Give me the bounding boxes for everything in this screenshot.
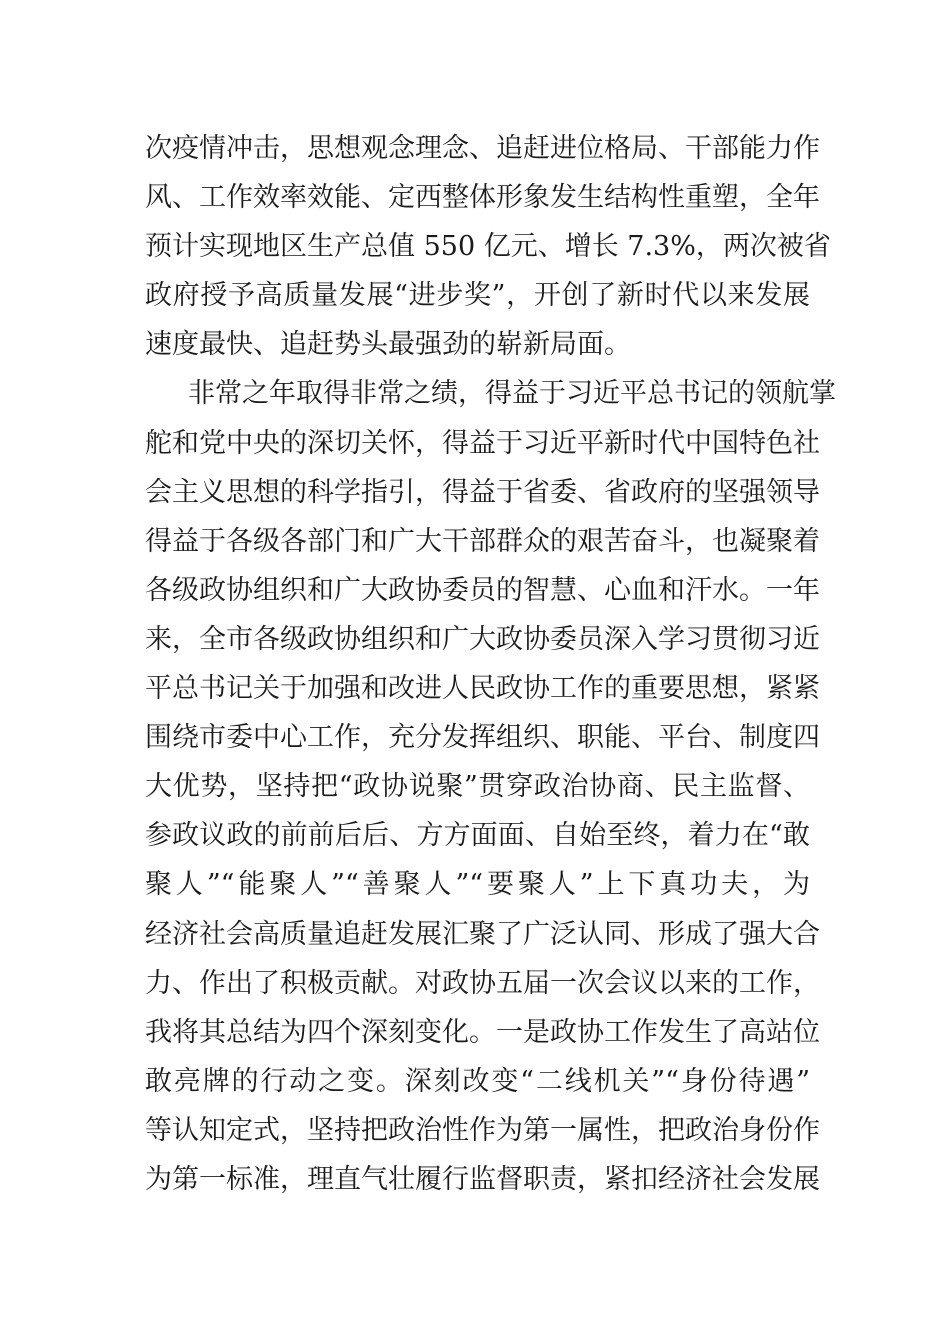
text-line: 经济社会高质量追赶发展汇聚了广泛认同、形成了强大合	[145, 918, 820, 950]
text-line: 我将其总结为四个深刻变化。一是政协工作发生了高站位	[145, 1016, 820, 1048]
text-line: 得益于各级各部门和广大干部群众的艰苦奋斗，也凝聚着	[145, 525, 820, 557]
text-line: 非常之年取得非常之绩，得益于习近平总书记的领航掌	[188, 378, 836, 410]
text-line: 次疫情冲击，思想观念理念、追赶进位格局、干部能力作	[145, 133, 820, 164]
text-line: 会主义思想的科学指引，得益于省委、省政府的坚强领导	[145, 476, 820, 508]
text-line: 各级政协组织和广大政协委员的智慧、心血和汗水。一年	[145, 574, 820, 606]
paragraph-1	[145, 124, 831, 369]
text-line: 大优势，坚持把“政协说聚”贯穿政治协商、民主监督、	[145, 771, 810, 803]
text-line: 为第一标准，理直气壮履行监督职责，紧扣经济社会发展	[145, 1163, 820, 1195]
text-line: 来，全市各级政协组织和广大政协委员深入学习贯彻习近	[145, 623, 820, 655]
text-line: 等认知定式，坚持把政治性作为第一属性，把政治身份作	[145, 1114, 820, 1146]
text-line: 平总书记关于加强和改进人民政协工作的重要思想，紧紧	[145, 673, 820, 705]
text-line: 政府授予高质量发展“进步奖”，开创了新时代以来发展	[145, 280, 810, 312]
text-line: 预计实现地区生产总值 550 亿元、增长 7.3%，两次被省	[145, 231, 831, 263]
body-text	[145, 124, 836, 1204]
paragraph-2	[145, 369, 836, 1204]
text-line: 参政议政的前前后后、方方面面、自始至终，着力在“敢	[145, 820, 810, 852]
text-line: 风、工作效率效能、定西整体形象发生结构性重塑，全年	[145, 182, 820, 214]
text-line: 围绕市委中心工作，充分发挥组织、职能、平台、制度四	[145, 722, 820, 754]
text-line: 舵和党中央的深切关怀，得益于习近平新时代中国特色社	[145, 427, 820, 459]
text-line: 聚人”“能聚人”“善聚人”“要聚人”上下真功夫，为	[145, 869, 810, 901]
text-line: 速度最快、追赶势头最强劲的崭新局面。	[145, 329, 631, 361]
text-line: 敢亮牌的行动之变。深刻改变“二线机关”“身份待遇”	[145, 1065, 810, 1097]
text-line: 力、作出了积极贡献。对政协五届一次会议以来的工作，	[145, 967, 820, 999]
